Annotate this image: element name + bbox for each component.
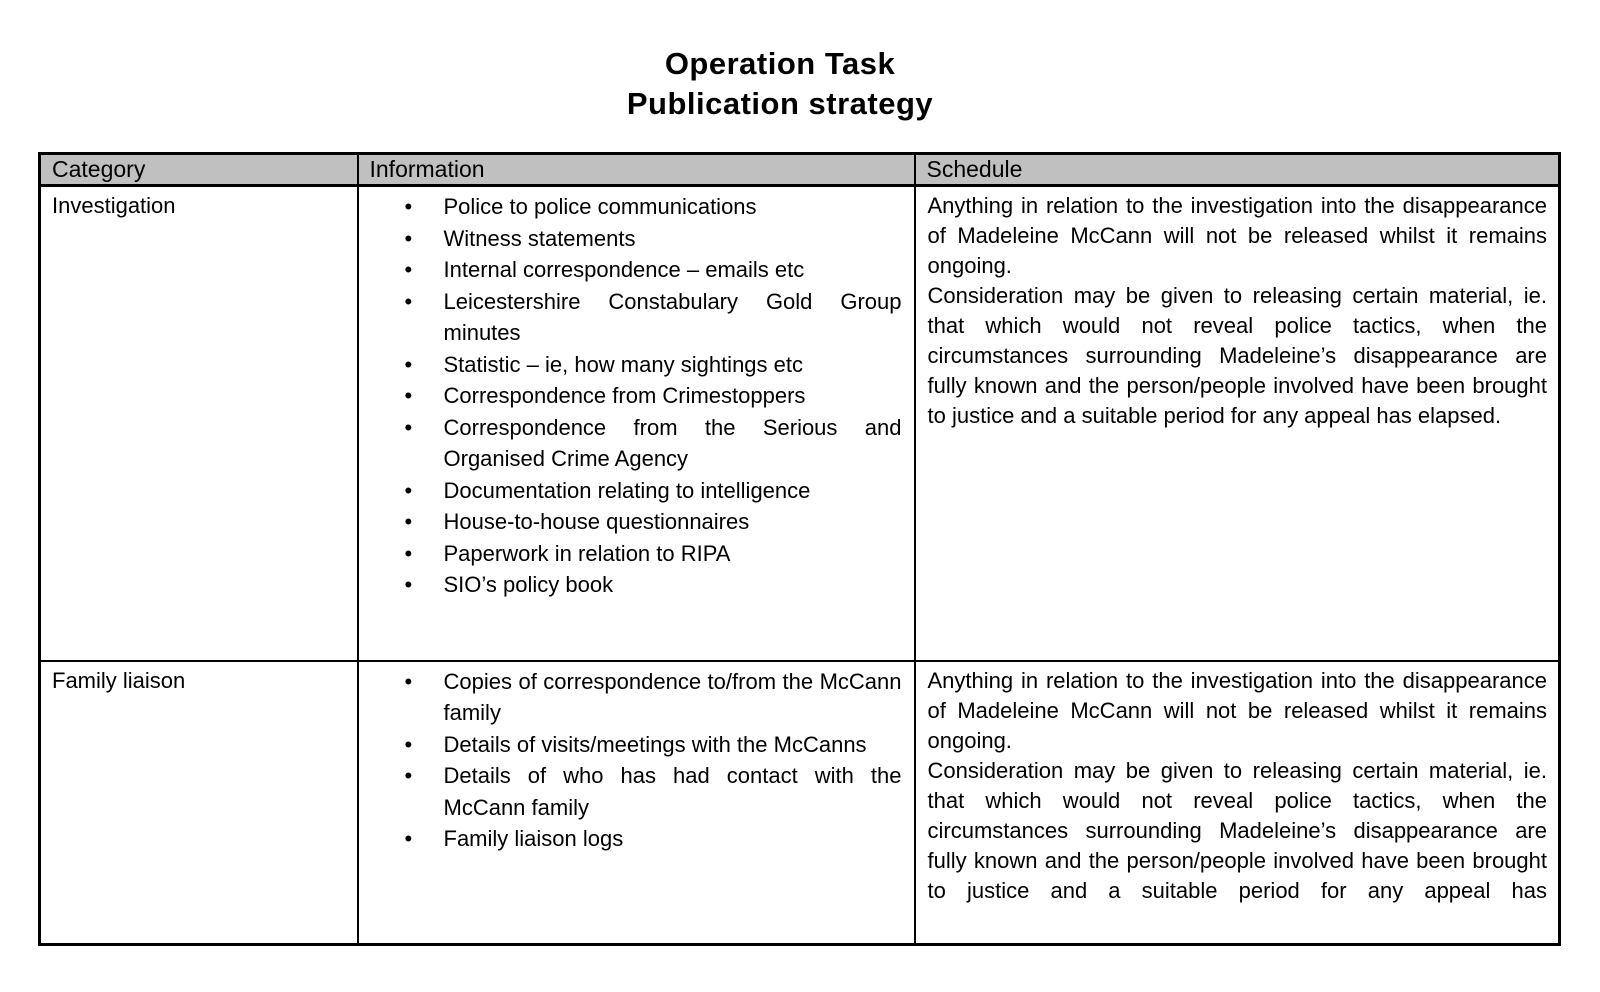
publication-strategy-table	[38, 152, 1561, 946]
bullet-icon: •	[404, 826, 413, 851]
list-item-text: Paperwork in relation to RIPA	[443, 540, 731, 566]
list-item	[359, 349, 904, 381]
list-item	[359, 475, 904, 507]
list-item-text: Statistic – ie, how many sightings etc	[443, 351, 803, 377]
table-row	[40, 661, 1560, 945]
list-item-text: Copies of correspondence to/from the McCann family	[443, 668, 902, 725]
list-item-text: Witness statements	[443, 225, 636, 251]
page-title-line2: Publication strategy	[626, 86, 934, 121]
column-header-schedule: Schedule	[915, 154, 1560, 186]
page-title-line1: Operation Task	[664, 46, 896, 81]
bullet-icon: •	[404, 225, 413, 251]
bullet-icon: •	[404, 572, 413, 597]
list-item-text: Leicestershire Constabulary Gold Group minutes	[443, 288, 902, 345]
list-item	[359, 760, 904, 823]
list-item-text: House-to-house questionnaires	[443, 509, 750, 534]
list-item	[359, 286, 904, 349]
column-header-category: Category	[40, 154, 358, 186]
bullet-icon: •	[404, 731, 413, 757]
list-item	[359, 254, 904, 286]
list-item-text: Correspondence from the Serious and Organised Crime Agency	[443, 414, 902, 471]
list-item-text: Documentation relating to intelligence	[443, 477, 811, 503]
list-item	[359, 538, 904, 570]
bullet-icon: •	[404, 540, 413, 566]
bullet-icon: •	[404, 288, 413, 314]
information-list	[359, 191, 904, 601]
category-cell: Family liaison	[40, 661, 358, 945]
list-item-text: Internal correspondence – emails etc	[443, 257, 805, 282]
list-item	[359, 380, 904, 412]
schedule-cell	[915, 661, 1560, 945]
list-item	[359, 666, 904, 729]
list-item-text: Family liaison logs	[443, 826, 624, 851]
list-item-text: Details of visits/meetings with the McCanns	[443, 731, 867, 757]
list-item	[359, 412, 904, 475]
table-header-row	[40, 154, 1560, 186]
list-item	[359, 506, 904, 538]
bullet-icon: •	[404, 257, 413, 282]
list-item	[359, 569, 904, 601]
category-cell: Investigation	[40, 186, 358, 661]
table-row	[40, 186, 1560, 661]
schedule-paragraph: Anything in relation to the investigation into the disappearance of Madeleine McCann will not be released whilst it remains ongoing.	[927, 193, 1547, 278]
bullet-icon: •	[404, 351, 413, 377]
bullet-icon: •	[404, 509, 413, 534]
page-title	[0, 0, 1560, 124]
bullet-icon: •	[404, 477, 413, 503]
list-item-text: Correspondence from Crimestoppers	[443, 383, 806, 408]
schedule-paragraph: Consideration may be given to releasing certain material, ie. that which would not reveal police tactics, when the circumstances surrounding Madeleine’s disappearance are fully known and the person/people involved have been brought to justice and a suitable period for any appeal has	[927, 757, 1547, 903]
bullet-icon: •	[404, 194, 413, 219]
list-item-text: SIO’s policy book	[443, 572, 614, 597]
list-item	[359, 223, 904, 255]
schedule-paragraph: Consideration may be given to releasing certain material, ie. that which would not reveal police tactics, when the circumstances surrounding Madeleine’s disappearance are fully known and the person/people involved have been brought to justice and a suitable period for any appeal has elapsed.	[927, 283, 1547, 428]
list-item-text: Police to police communications	[443, 194, 757, 219]
bullet-icon: •	[404, 383, 413, 408]
schedule-paragraph: Anything in relation to the investigation into the disappearance of Madeleine McCann will not be released whilst it remains ongoing.	[927, 667, 1547, 753]
bullet-icon: •	[404, 414, 413, 440]
list-item	[359, 823, 904, 855]
column-header-information: Information	[358, 154, 915, 186]
list-item-text: Details of who has had contact with the McCann family	[443, 763, 902, 820]
schedule-cell	[915, 186, 1560, 661]
information-cell	[358, 661, 915, 945]
bullet-icon: •	[404, 763, 413, 788]
bullet-icon: •	[404, 668, 413, 694]
information-cell	[358, 186, 915, 661]
list-item	[359, 191, 904, 223]
information-list	[359, 666, 904, 855]
list-item	[359, 729, 904, 761]
